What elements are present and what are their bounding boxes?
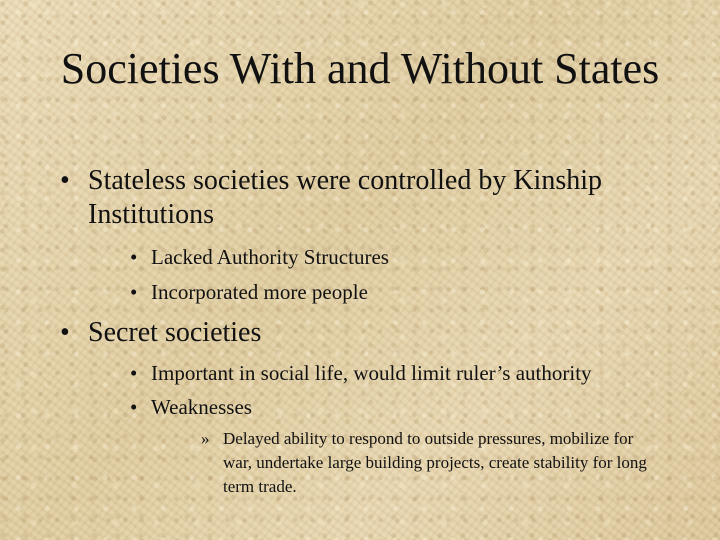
sub-bullet-important-social-life bbox=[130, 360, 681, 386]
bullet-marker: • bbox=[60, 317, 70, 348]
sub-bullet-text: Important in social life, would limit ruler’s authority bbox=[151, 361, 592, 385]
sub-bullet-text: Weaknesses bbox=[151, 395, 252, 419]
sub-bullet-lacked-authority bbox=[130, 244, 681, 270]
sub-bullet-marker: • bbox=[130, 280, 138, 304]
sub-bullet-marker: • bbox=[130, 395, 138, 419]
sub-bullet-incorporated-people bbox=[130, 279, 681, 305]
subsub-bullet-delayed-ability bbox=[201, 427, 663, 499]
subsub-bullet-marker: » bbox=[201, 429, 210, 448]
sub-bullet-weaknesses bbox=[130, 394, 681, 420]
bullet-text: Stateless societies were controlled by Kinship Institutions bbox=[88, 165, 602, 230]
bullet-marker: • bbox=[60, 165, 70, 196]
sub-bullet-marker: • bbox=[130, 361, 138, 385]
sub-bullet-marker: • bbox=[130, 245, 138, 269]
sub-bullet-text: Lacked Authority Structures bbox=[151, 245, 389, 269]
subsub-bullet-text: Delayed ability to respond to outside pressures, mobilize for war, undertake large building projects, create stability for long term trade. bbox=[223, 429, 647, 496]
bullet-text: Secret societies bbox=[88, 317, 262, 348]
bullet-secret-societies bbox=[60, 316, 648, 350]
sub-bullet-text: Incorporated more people bbox=[151, 280, 368, 304]
slide-title: Societies With and Without States bbox=[60, 44, 660, 93]
bullet-stateless-societies bbox=[60, 164, 648, 232]
